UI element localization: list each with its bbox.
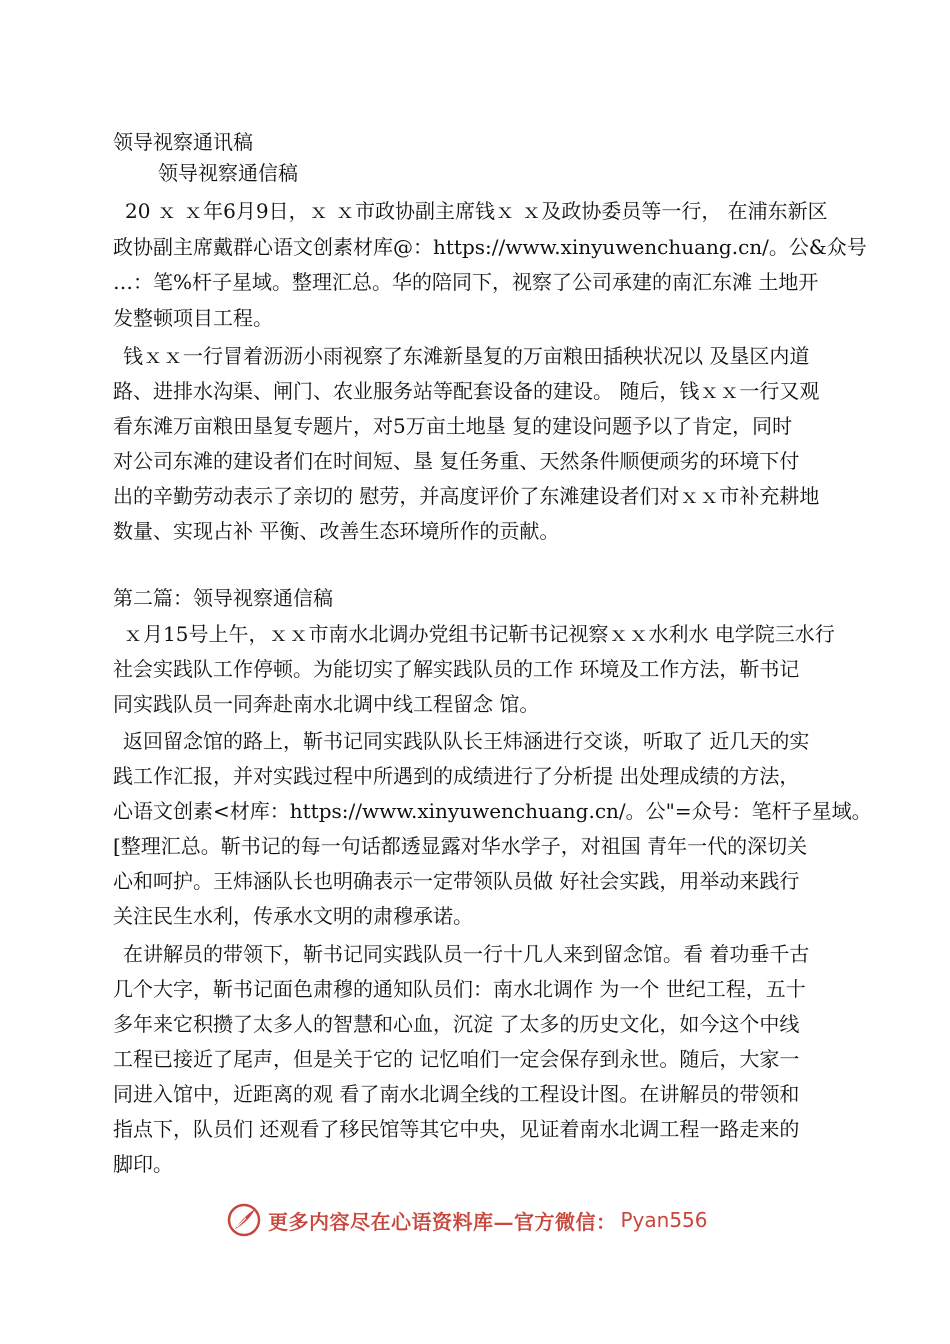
paragraph-line: 社会实践队工作停顿。为能切实了解实践队员的工作 环境及工作方法，靳书记	[113, 657, 800, 681]
paragraph-line: 关注民生水利，传承水文明的肃穆承诺。	[113, 904, 473, 928]
paragraph-line: 看东滩万亩粮田垦复专题片，对5万亩土地垦 复的建设问题予以了肯定，同时	[113, 414, 793, 438]
paragraph-line: 20 ｘ ｘ年6月9日，ｘ ｘ市政协副主席钱ｘ ｘ及政协委员等一行， 在浦东新区	[125, 199, 828, 223]
paragraph-line: 心语文创素<材库：https://www.xinyuwenchuang.cn/。公"=众号：笔杆子星域。	[113, 799, 872, 823]
section-heading: 第二篇：领导视察通信稿	[113, 586, 333, 610]
paragraph-line: 心和呵护。王炜涵队长也明确表示一定带领队员做 好社会实践，用举动来践行	[113, 869, 800, 893]
paragraph-line: ｘ月15号上午，ｘｘ市南水北调办党组书记靳书记视察ｘｘ水利水 电学院三水行	[123, 622, 835, 646]
paragraph-line: 对公司东滩的建设者们在时间短、垦 复任务重、天然条件顺便顽劣的环境下付	[113, 449, 800, 473]
quill-logo-icon	[226, 1202, 262, 1238]
paragraph-line: 政协副主席戴群心语文创素材库@：https://www.xinyuwenchuang.cn/。公&众号	[113, 235, 867, 259]
paragraph-line: 多年来它积攒了太多人的智慧和心血，沉淀 了太多的历史文化，如今这个中线	[113, 1012, 800, 1036]
footer-text: 更多内容尽在心语资料库—官方微信：	[268, 1209, 617, 1234]
footer-watermark	[226, 1200, 708, 1240]
paragraph-line: 数量、实现占补 平衡、改善生态环境所作的贡献。	[113, 519, 560, 543]
paragraph-line: 指点下，队员们 还观看了移民馆等其它中央，见证着南水北调工程一路走来的	[113, 1117, 800, 1141]
paragraph-line: 出的辛勤劳动表示了亲切的 慰劳，并高度评价了东滩建设者们对ｘｘ市补充耕地	[113, 484, 820, 508]
doc-title: 领导视察通讯稿	[113, 130, 253, 154]
footer-wechat-id: Pyan556	[620, 1208, 708, 1232]
paragraph-line: 钱ｘｘ一行冒着沥沥小雨视察了东滩新垦复的万亩粮田插秧状况以 及垦区内道	[123, 344, 810, 368]
paragraph-line: 同实践队员一同奔赴南水北调中线工程留念 馆。	[113, 692, 540, 716]
doc-subtitle: 领导视察通信稿	[158, 161, 298, 185]
paragraph-line: 脚印。	[113, 1152, 173, 1176]
paragraph-line: 路、进排水沟渠、闸门、农业服务站等配套设备的建设。 随后，钱ｘｘ一行又观	[113, 379, 820, 403]
paragraph-line: 在讲解员的带领下，靳书记同实践队员一行十几人来到留念馆。看 着功垂千古	[123, 942, 810, 966]
paragraph-line: [整理汇总。靳书记的每一句话都透显露对华水学子，对祖国 青年一代的深切关	[113, 834, 808, 858]
paragraph-line: 发整顿项目工程。	[113, 306, 273, 330]
paragraph-line: 几个大字，靳书记面色肃穆的通知队员们：南水北调作 为一个 世纪工程，五十	[113, 977, 806, 1001]
paragraph-line: 返回留念馆的路上，靳书记同实践队队长王炜涵进行交谈，听取了 近几天的实	[123, 729, 810, 753]
paragraph-line: 践工作汇报，并对实践过程中所遇到的成绩进行了分析提 出处理成绩的方法，	[113, 764, 800, 788]
paragraph-line: 同进入馆中，近距离的观 看了南水北调全线的工程设计图。在讲解员的带领和	[113, 1082, 800, 1106]
paragraph-line: …：笔%杆子星域。整理汇总。华的陪同下，视察了公司承建的南汇东滩 土地开	[113, 270, 819, 294]
paragraph-line: 工程已接近了尾声，但是关于它的 记忆咱们一定会保存到永世。随后，大家一	[113, 1047, 800, 1071]
